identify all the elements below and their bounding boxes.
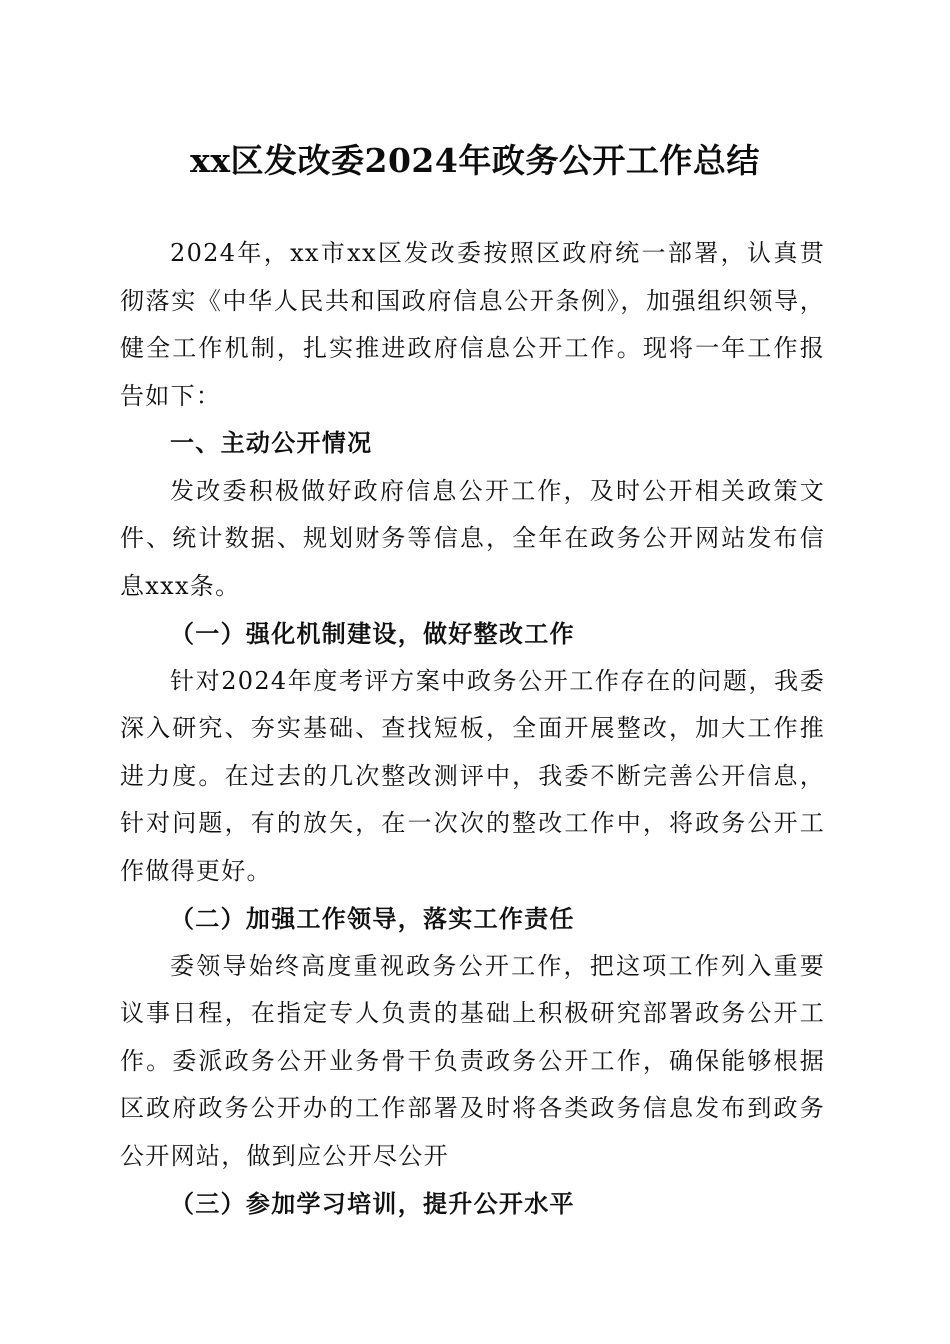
- document-title: xx区发改委2024年政务公开工作总结: [190, 141, 760, 180]
- section-heading-1: 一、主动公开情况: [170, 429, 373, 457]
- subsection-heading-1: （一）强化机制建设，做好整改工作: [170, 619, 575, 648]
- subsection-heading-2: （二）加强工作领导，落实工作责任: [170, 904, 575, 933]
- intro-paragraph: 2024年，xx市xx区发改委按照区政府统一部署，认真贯彻落实《中华人民共和国政府信息公开条例》，加强组织领导，健全工作机制，扎实推进政府信息公开工作。现将一年工作报告如下：: [120, 239, 825, 410]
- document-body: [120, 230, 825, 1228]
- subsection-heading-3: （三）参加学习培训，提升公开水平: [170, 1189, 575, 1218]
- section-1-paragraph: 发改委积极做好政府信息公开工作，及时公开相关政策文件、统计数据、规划财务等信息，全年在政务公开网站发布信息xxx条。: [120, 476, 825, 600]
- subsection-1-paragraph: 针对2024年度考评方案中政务公开工作存在的问题，我委深入研究、夯实基础、查找短板，全面开展整改，加大工作推进力度。在过去的几次整改测评中，我委不断完善公开信息，针对问题，有的放矢，在一次次的整改工作中，将政务公开工作做得更好。: [120, 666, 825, 885]
- subsection-2-paragraph: 委领导始终高度重视政务公开工作，把这项工作列入重要议事日程，在指定专人负责的基础上积极研究部署政务公开工作。委派政务公开业务骨干负责政务公开工作，确保能够根据区政府政务公开办的工作部署及时将各类政务信息发布到政务公开网站，做到应公开尽公开: [120, 951, 825, 1170]
